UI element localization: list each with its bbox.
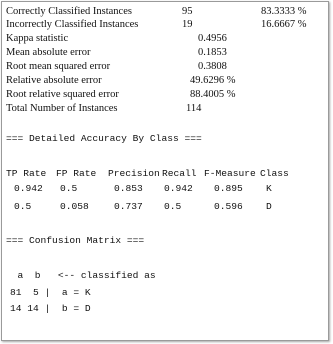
summary-label-rae: Relative absolute error bbox=[6, 75, 102, 86]
accuracy-cell: 0.895 bbox=[214, 183, 243, 194]
summary-label-total: Total Number of Instances bbox=[6, 103, 118, 114]
summary-label-incorrect: Incorrectly Classified Instances bbox=[6, 19, 139, 30]
accuracy-header-tp-rate: TP Rate bbox=[6, 168, 47, 179]
summary-value-total: 114 bbox=[186, 103, 202, 114]
summary-label-mae: Mean absolute error bbox=[6, 47, 91, 58]
summary-label-rrse: Root relative squared error bbox=[6, 89, 119, 100]
accuracy-header-fp-rate: FP Rate bbox=[56, 168, 97, 179]
confusion-header: a b <-- classified as bbox=[6, 270, 156, 281]
summary-label-kappa: Kappa statistic bbox=[6, 33, 69, 44]
accuracy-cell: D bbox=[266, 201, 272, 212]
summary-value-correct: 95 bbox=[182, 6, 193, 17]
summary-extra-correct: 83.3333 % bbox=[261, 6, 307, 17]
summary-value-incorrect: 19 bbox=[182, 19, 193, 30]
summary-label-rmse: Root mean squared error bbox=[6, 61, 111, 72]
accuracy-header-precision: Precision bbox=[108, 168, 160, 179]
accuracy-header-f-measure: F-Measure bbox=[204, 168, 256, 179]
confusion-heading: === Confusion Matrix === bbox=[6, 235, 145, 246]
summary-value-rae: 49.6296 % bbox=[190, 75, 236, 86]
summary-value-mae: 0.1853 bbox=[198, 47, 227, 58]
accuracy-cell: 0.596 bbox=[214, 201, 243, 212]
accuracy-cell: 0.853 bbox=[114, 183, 143, 194]
accuracy-cell: 0.058 bbox=[60, 201, 89, 212]
confusion-row-k: 81 5 | a = K bbox=[10, 287, 91, 298]
summary-extra-incorrect: 16.6667 % bbox=[261, 19, 307, 30]
accuracy-cell: 0.5 bbox=[14, 201, 32, 212]
weka-output-panel bbox=[1, 1, 329, 341]
accuracy-header-recall: Recall bbox=[162, 168, 197, 179]
accuracy-cell: K bbox=[266, 183, 272, 194]
summary-value-kappa: 0.4956 bbox=[198, 33, 227, 44]
accuracy-cell: 0.942 bbox=[14, 183, 43, 194]
confusion-row-d: 14 14 | b = D bbox=[10, 303, 91, 314]
accuracy-cell: 0.737 bbox=[114, 201, 143, 212]
accuracy-heading: === Detailed Accuracy By Class === bbox=[6, 133, 202, 144]
summary-value-rrse: 88.4005 % bbox=[190, 89, 236, 100]
summary-label-correct: Correctly Classified Instances bbox=[6, 6, 132, 17]
summary-value-rmse: 0.3808 bbox=[198, 61, 227, 72]
accuracy-cell: 0.942 bbox=[164, 183, 193, 194]
accuracy-header-class: Class bbox=[260, 168, 289, 179]
accuracy-cell: 0.5 bbox=[60, 183, 78, 194]
accuracy-cell: 0.5 bbox=[164, 201, 182, 212]
